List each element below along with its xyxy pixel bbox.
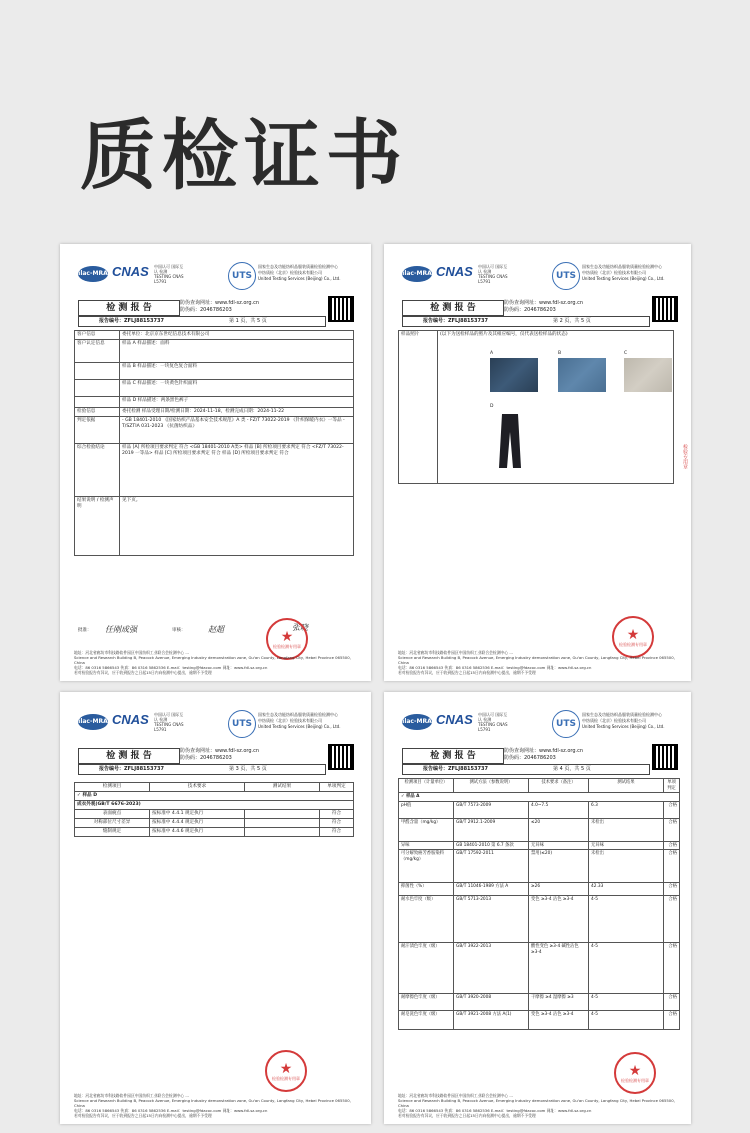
official-stamp: ★ 检验检测专用章: [266, 618, 308, 660]
page-number: 第 4 页，共 5 页: [553, 766, 591, 772]
official-stamp: ★ 检验检测专用章: [265, 1050, 307, 1092]
signature-approver: 任刚成强: [105, 625, 137, 634]
cnas-logo: CNAS: [112, 264, 149, 279]
cnas-logo: CNAS: [112, 712, 149, 727]
table-header-row: 检测项目 技术要求 测试结果 单项判定: [75, 783, 354, 792]
page-footer: 地址：河北省廊坊市科技路软件园区中国纺织工业联合会检测中心 ... Science and Research Building B, Peacock Avenue, Emerging Industry demonstration zone, Gu'an County, Langfang City, Hebei Province 065500, China 电话：86 0316 5866543 传真：86 0316 5862536 E-mail：testing@fdacoc.com 网址：www.fdl-sz.org.cn 若对检验报告有异议，应于收到报告之日起15日内向检测中心提出，逾期不予受理: [398, 650, 675, 675]
table-row: 样品照片 (以下为送检样品的照片及其相应编号，仅代表送检样品的状态): [399, 331, 674, 484]
photo-table: [398, 330, 674, 484]
ilac-mra-logo: ilac-MRA: [78, 714, 108, 730]
organization-name: 国家生态及功能纺织品服装质量检验检测中心 中纺质检（北京）检验技术有限公司 United Testing Services (Beijing) Co., Ltd.: [582, 712, 665, 729]
official-stamp: ★ 检验检测专用章: [612, 616, 654, 658]
pants-icon: [490, 412, 530, 470]
cnas-logo: CNAS: [436, 264, 473, 279]
report-page-2: [384, 244, 691, 681]
ilac-mra-logo: ilac-MRA: [402, 266, 432, 282]
table-row: 客户信息 委托单位：北京京东世纪信息技术有限公司: [75, 331, 354, 340]
verification-info: 防伪查询网址：www.fdl-sz.org.cn 防伪码：2046786203: [180, 748, 260, 761]
photo-caption: (以下为送检样品的照片及其相应编号，仅代表送检样品的状态): [440, 332, 568, 337]
signature-reviewer: 赵超: [208, 625, 224, 634]
header-logos: [402, 262, 672, 288]
table-row: 异味 GB 18401-2010 第 6.7 条款 无异味 无异味 合格: [399, 841, 680, 850]
report-number-bar: [402, 316, 650, 327]
sample-photo-b: [558, 358, 606, 392]
group-row: 成衣外观(GB/T 6676-2023): [75, 801, 354, 810]
approval-label: 批准：: [78, 628, 92, 633]
header-logos: [78, 262, 348, 288]
page-footer: 地址：河北省廊坊市科技路软件园区中国纺织工业联合会检测中心 ... Science and Research Building B, Peacock Avenue, Emerging Industry demonstration zone, Gu'an County, Langfang City, Hebei Province 065500, China 电话：86 0316 5866543 传真：86 0316 5862536 E-mail：testing@fdacoc.com 网址：www.fdl-sz.org.cn 若对检验报告有异议，应于收到报告之日起15日内向检测中心提出，逾期不予受理: [74, 1093, 351, 1118]
table-row: 耐皂洗色牢度（级） GB/T 3921-2008 方法 A(1) 变色 ≥3-4 沾色 ≥3-4 4-5 合格: [399, 1011, 680, 1030]
results-table: [74, 782, 354, 837]
sample-photo-a: [490, 358, 538, 392]
report-number: 报告编号：ZFLJ88153737: [99, 766, 164, 772]
report-number-bar: [78, 316, 326, 327]
organization-name: 国家生态及功能纺织品服装质量检验检测中心 中纺质检（北京）检验技术有限公司 United Testing Services (Beijing) Co., Ltd.: [582, 264, 665, 281]
report-page-4: [384, 692, 691, 1124]
signature-tester: 张晓: [292, 623, 308, 632]
page-footer: 地址：河北省廊坊市科技路软件园区中国纺织工业联合会检测中心 ... Science and Research Building B, Peacock Avenue, Emerging Industry demonstration zone, Gu'an County, Langfang City, Hebei Province 065500, China 电话：86 0316 5866543 传真：86 0316 5862536 E-mail：testing@fdacoc.com 网址：www.fdl-sz.org.cn 若对检验报告有异议，应于收到报告之日起15日内向检测中心提出，逾期不予受理: [74, 650, 351, 675]
ilac-mra-logo: ilac-MRA: [78, 266, 108, 282]
sample-photo-d: [490, 412, 530, 470]
table-row: 缝制规定 按标准中 4.4.6 规定执行 符合: [75, 828, 354, 837]
header-logos: [78, 710, 348, 736]
report-number: 报告编号：ZFLJ88153737: [423, 318, 488, 324]
header-logos: [402, 710, 672, 736]
testing-services-logo: UTS: [228, 710, 256, 738]
testing-services-logo: UTS: [552, 710, 580, 738]
cnas-subtext: 中国认可 国际互认 检测 TESTING CNAS L5791: [154, 264, 184, 284]
cnas-subtext: 中国认可 国际互认 检测 TESTING CNAS L5791: [154, 712, 184, 732]
table-row: 表面疵点 按标准中 4.4.1 规定执行 符合: [75, 810, 354, 819]
page-number: 第 3 页，共 5 页: [229, 766, 267, 772]
qr-code: [328, 744, 354, 770]
table-row: 判定依据 - GB 18401-2010 《国家纺织产品基本安全技术规范》A 类 - FZ/T 73022-2019 《针织保暖内衣》一等品 - T/SZTIA 031-2023 《抗菌纺织品》: [75, 417, 354, 444]
qr-code: [328, 296, 354, 322]
report-page-3: [60, 692, 371, 1124]
sample-label-a: A: [490, 351, 494, 356]
table-row: 耐摩擦色牢度（级） GB/T 3920-2008 干摩擦 ≥4 湿摩擦 ≥3 4-5 合格: [399, 994, 680, 1011]
cnas-subtext: 中国认可 国际互认 检测 TESTING CNAS L5791: [478, 712, 508, 732]
qr-code: [652, 296, 678, 322]
report-title: 检 测 报 告: [78, 748, 180, 764]
side-stamp-mark: 检验专用章: [682, 444, 688, 469]
table-row: 客户认定信息 样品 A 样品描述：面料: [75, 340, 354, 363]
verification-info: 防伪查询网址：www.fdl-sz.org.cn 防伪码：2046786203: [504, 300, 584, 313]
official-stamp: ★ 检验检测专用章: [614, 1052, 656, 1094]
verification-info: 防伪查询网址：www.fdl-sz.org.cn 防伪码：2046786203: [180, 300, 260, 313]
page-number: 第 1 页，共 5 页: [229, 318, 267, 324]
sample-label-c: C: [624, 351, 628, 356]
report-number-bar: [402, 764, 650, 775]
sample-row: ✓ 样品 D: [75, 792, 354, 801]
table-row: 抑菌性（%） GB/T 11046-1989 方法 A ≥26 42.33 合格: [399, 883, 680, 896]
results-table: [398, 778, 680, 1030]
report-title: 检 测 报 告: [402, 300, 504, 316]
report-page-1: [60, 244, 371, 681]
verification-info: 防伪查询网址：www.fdl-sz.org.cn 防伪码：2046786203: [504, 748, 584, 761]
page-footer: 地址：河北省廊坊市科技路软件园区中国纺织工业联合会检测中心 ... Science and Research Building B, Peacock Avenue, Emerging Industry demonstration zone, Gu'an County, Langfang City, Hebei Province 065500, China 电话：86 0316 5866543 传真：86 0316 5862536 E-mail：testing@fdacoc.com 网址：www.fdl-sz.org.cn 若对检验报告有异议，应于收到报告之日起15日内向检测中心提出，逾期不予受理: [398, 1093, 675, 1118]
table-row: 样品 D 样品描述：两条黑色裤子: [75, 397, 354, 408]
cnas-logo: CNAS: [436, 712, 473, 727]
table-row: pH值 GB/T 7573-2009 4.0~7.5 6.3 合格: [399, 801, 680, 818]
organization-name: 国家生态及功能纺织品服装质量检验检测中心 中纺质检（北京）检验技术有限公司 United Testing Services (Beijing) Co., Ltd.: [258, 264, 341, 281]
cnas-subtext: 中国认可 国际互认 检测 TESTING CNAS L5791: [478, 264, 508, 284]
table-row: 耐水色牢度（级） GB/T 5713-2013 变色 ≥3-4 沾色 ≥3-4 4-5 合格: [399, 896, 680, 943]
report-number: 报告编号：ZFLJ88153737: [99, 318, 164, 324]
summary-table: [74, 330, 354, 556]
report-title: 检 测 报 告: [78, 300, 180, 316]
sample-label-b: B: [558, 351, 562, 356]
table-row: 对称部位尺寸差异 按标准中 4.4.4 规定执行 符合: [75, 819, 354, 828]
sample-label-d: D: [490, 404, 494, 409]
table-row: 耐汗渍色牢度（级） GB/T 3922-2013 酸性变色 ≥3-4 碱性沾色 ≥3-4 4-5 合格: [399, 943, 680, 994]
table-row: 综合检验结论 样品 [A] 所检项目要求判定 符合 <GB 18401-2010 A类> 样品 [B] 所检项目要求判定 符合 <FZ/T 73022-2019 一等品> 样品 [C] 所检项目要求判定 符合 样品 [D] 所检项目要求判定 符合: [75, 444, 354, 497]
report-title: 检 测 报 告: [402, 748, 504, 764]
table-row: 样品 C 样品描述：一块黄色针织面料: [75, 380, 354, 397]
table-row: 可分解致癌芳香胺染料（mg/kg） GB/T 17592-2011 禁用(≤20) 未检出 合格: [399, 850, 680, 883]
sample-photo-c: [624, 358, 672, 392]
table-header-row: 检测项目（计量单位） 测试方法（参数说明） 技术要求（备注） 测试结果 单项判定: [399, 779, 680, 793]
qr-code: [652, 744, 678, 770]
review-label: 审核：: [172, 628, 186, 633]
ilac-mra-logo: ilac-MRA: [402, 714, 432, 730]
page-number: 第 2 页，共 5 页: [553, 318, 591, 324]
testing-services-logo: UTS: [228, 262, 256, 290]
table-row: 结果说明 / 检测声明 见下页。: [75, 497, 354, 556]
report-number-bar: [78, 764, 326, 775]
table-row: 检验信息 委托检测 样品受理日期/检测日期：2024-11-18，检测完成日期：2024-11-22: [75, 408, 354, 417]
report-number: 报告编号：ZFLJ88153737: [423, 766, 488, 772]
testing-services-logo: UTS: [552, 262, 580, 290]
page-title: 质检证书: [80, 111, 408, 200]
table-row: 甲醛含量（mg/kg） GB/T 2912.1-2009 ≤20 未检出 合格: [399, 818, 680, 841]
table-row: 样品 B 样品描述：一块复色复合面料: [75, 363, 354, 380]
sample-row: ✓ 样品 A: [399, 793, 680, 802]
organization-name: 国家生态及功能纺织品服装质量检验检测中心 中纺质检（北京）检验技术有限公司 United Testing Services (Beijing) Co., Ltd.: [258, 712, 341, 729]
